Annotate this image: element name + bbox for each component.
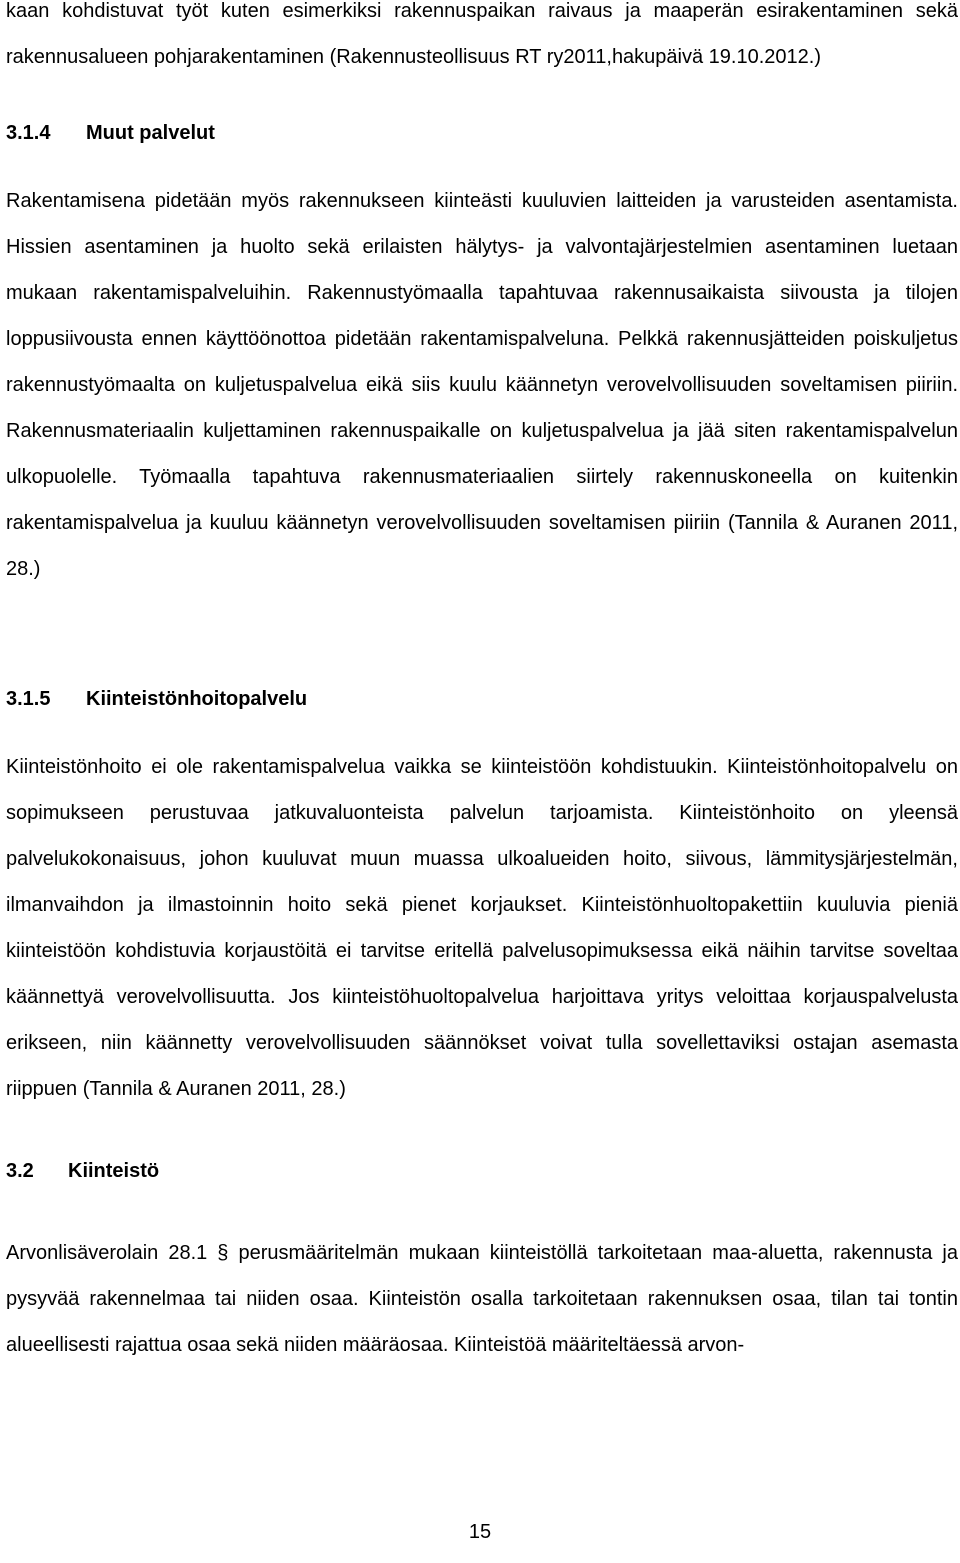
heading-title: Kiinteistönhoitopalvelu (86, 688, 308, 710)
section-heading-3-2 (6, 1148, 958, 1194)
heading-number: 3.1.5 (6, 688, 51, 710)
page-number: 15 (468, 1521, 492, 1543)
section-heading-3-1-4 (6, 110, 958, 156)
heading-title: Kiinteistö (68, 1160, 160, 1182)
paragraph-intro: kaan kohdistuvat työt kuten esimerkiksi rakennuspaikan raivaus ja maaperän esirakentaminen sekä rakennusalueen pohjarakentaminen (Rakennusteollisuus RT ry2011,hakupäivä 19.10.2012.) (6, 0, 958, 68)
heading-title: Muut palvelut (86, 122, 215, 144)
heading-number: 3.2 (6, 1160, 34, 1182)
paragraph-kiinteisto: Arvonlisäverolain 28.1 § perusmääritelmän mukaan kiinteistöllä tarkoitetaan maa-aluetta, rakennusta ja pysyvää rakennelmaa tai niiden osaa. Kiinteistön osalla tarkoitetaan rakennuksen osaa, tilan tai tontin alueellisesti rajattua osaa sekä niiden määräosaa. Kiinteistöä määriteltäessä arvon- (6, 1242, 958, 1356)
paragraph-kiinteistonhoitopalvelu: Kiinteistönhoito ei ole rakentamispalvelua vaikka se kiinteistöön kohdistuukin. Kiinteistönhoitopalvelu on sopimukseen perustuvaa jatkuvaluonteista palvelun tarjoamista. Kiinteistönhoito on yleensä palvelukokonaisuus, johon kuuluvat muun muassa ulkoalueiden hoito, siivous, lämmitysjärjestelmän, ilmanvaihdon ja ilmastoinnin hoito sekä pienet korjaukset. Kiinteistönhuoltopakettiin kuuluvia pieniä kiinteistöön kohdistuvia korjaustöitä ei tarvitse eritellä palvelusopimuksessa eikä näihin tarvitse soveltaa käännettyä verovelvollisuutta. Jos kiinteistöhuoltopalvelua harjoittava yritys veloittaa korjauspalvelusta erikseen, niin käännetty verovelvollisuuden säännökset voivat tulla sovellettaviksi ostajan asemasta riippuen (Tannila & Auranen 2011, 28.) (6, 756, 958, 1100)
section-heading-3-1-5 (6, 676, 958, 722)
paragraph-muut-palvelut: Rakentamisena pidetään myös rakennukseen kiinteästi kuuluvien laitteiden ja varusteiden asentamista. Hissien asentaminen ja huolto sekä erilaisten hälytys- ja valvontajärjestelmien asentaminen luetaan mukaan rakentamispalveluihin. Rakennustyömaalla tapahtuvaa rakennusaikaista siivousta ja tilojen loppusiivousta ennen käyttöönottoa pidetään rakentamispalveluna. Pelkkä rakennusjätteiden poiskuljetus rakennustyömaalta on kuljetuspalvelua eikä siis kuulu käännetyn verovelvollisuuden soveltamisen piiriin. Rakennusmateriaalin kuljettaminen rakennuspaikalle on kuljetuspalvelua ja jää siten rakentamispalvelun ulkopuolelle. Työmaalla tapahtuva rakennusmateriaalien siirtely rakennuskoneella on kuitenkin rakentamispalvelua ja kuuluu käännetyn verovelvollisuuden soveltamisen piiriin (Tannila & Auranen 2011, 28.) (6, 190, 958, 580)
heading-number: 3.1.4 (6, 122, 51, 144)
